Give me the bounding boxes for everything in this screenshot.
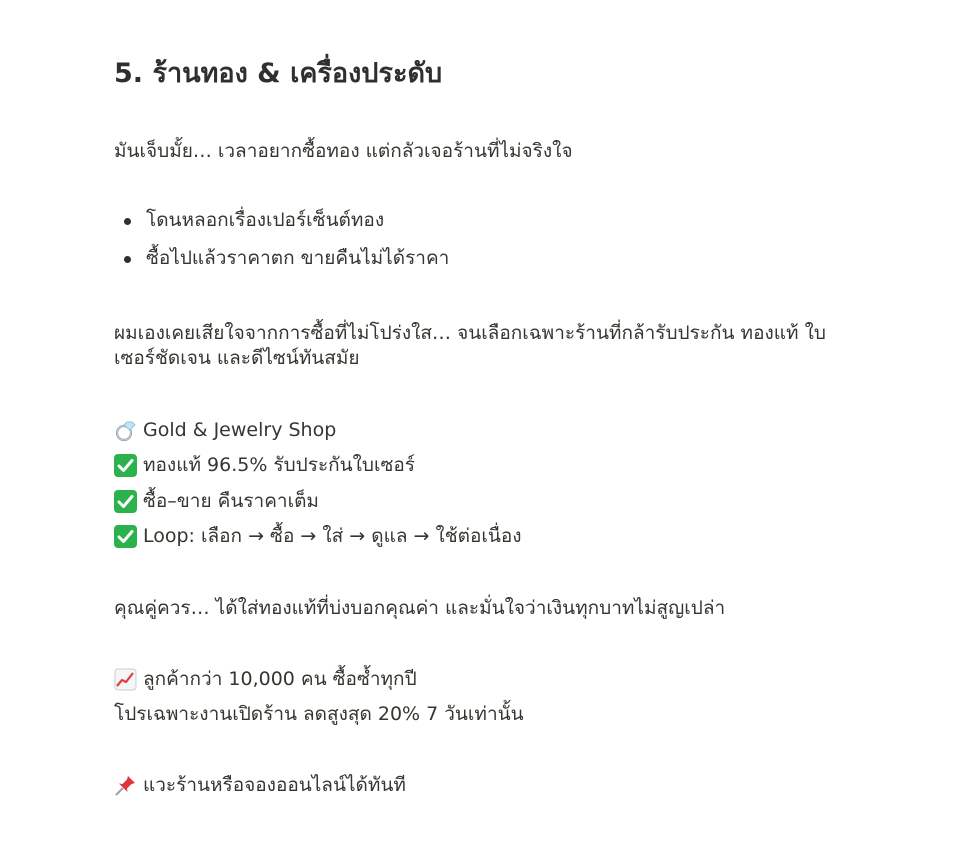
customers-text: ลูกค้ากว่า 10,000 คน ซื้อซ้ำทุกปี — [143, 668, 417, 690]
customers-line — [114, 667, 417, 692]
list-item-text: โดนหลอกเรื่องเปอร์เซ็นต์ทอง — [146, 209, 385, 231]
ring-icon — [114, 419, 137, 442]
closing-paragraph: คุณคู่ควร… ได้ใส่ทองแท้ที่บ่งบอกคุณค่า และมั่นใจว่าเงินทุกบาทไม่สูญเปล่า — [114, 597, 726, 619]
check-mark-button-icon — [114, 525, 137, 548]
bullet-icon — [124, 218, 131, 225]
feature-line — [114, 524, 522, 549]
check-mark-button-icon — [114, 490, 137, 513]
pain-points-list — [114, 208, 449, 284]
feature-text: ซื้อ–ขาย คืนราคาเต็ม — [143, 490, 319, 512]
shop-name-line — [114, 418, 336, 443]
page-title: 5. ร้านทอง & เครื่องประดับ — [114, 58, 443, 89]
intro-paragraph: มันเจ็บมั้ย… เวลาอยากซื้อทอง แต่กลัวเจอร้านที่ไม่จริงใจ — [114, 140, 573, 162]
feature-line — [114, 453, 415, 478]
list-item — [114, 208, 449, 246]
pushpin-icon — [114, 774, 137, 797]
list-item-text: ซื้อไปแล้วราคาตก ขายคืนไม่ได้ราคา — [146, 247, 450, 269]
feature-line — [114, 489, 319, 514]
list-item — [114, 246, 449, 284]
cta-text: แวะร้านหรือจองออนไลน์ได้ทันที — [143, 774, 406, 796]
bullet-icon — [124, 256, 131, 263]
cta-line — [114, 773, 406, 798]
shop-name: Gold & Jewelry Shop — [143, 419, 337, 441]
story-paragraph: ผมเองเคยเสียใจจากการซื้อที่ไม่โปร่งใส… จนเลือกเฉพาะร้านที่กล้ารับประกัน ทองแท้ ใบเซอร์ชัดเจน และดีไซน์ทันสมัย — [114, 322, 826, 369]
check-mark-button-icon — [114, 454, 137, 477]
feature-text: Loop: เลือก → ซื้อ → ใส่ → ดูแล → ใช้ต่อเนื่อง — [143, 525, 522, 547]
chart-increasing-icon — [114, 668, 137, 691]
promo-text: โปรเฉพาะงานเปิดร้าน ลดสูงสุด 20% 7 วันเท่านั้น — [114, 703, 524, 725]
feature-text: ทองแท้ 96.5% รับประกันใบเซอร์ — [143, 454, 415, 476]
